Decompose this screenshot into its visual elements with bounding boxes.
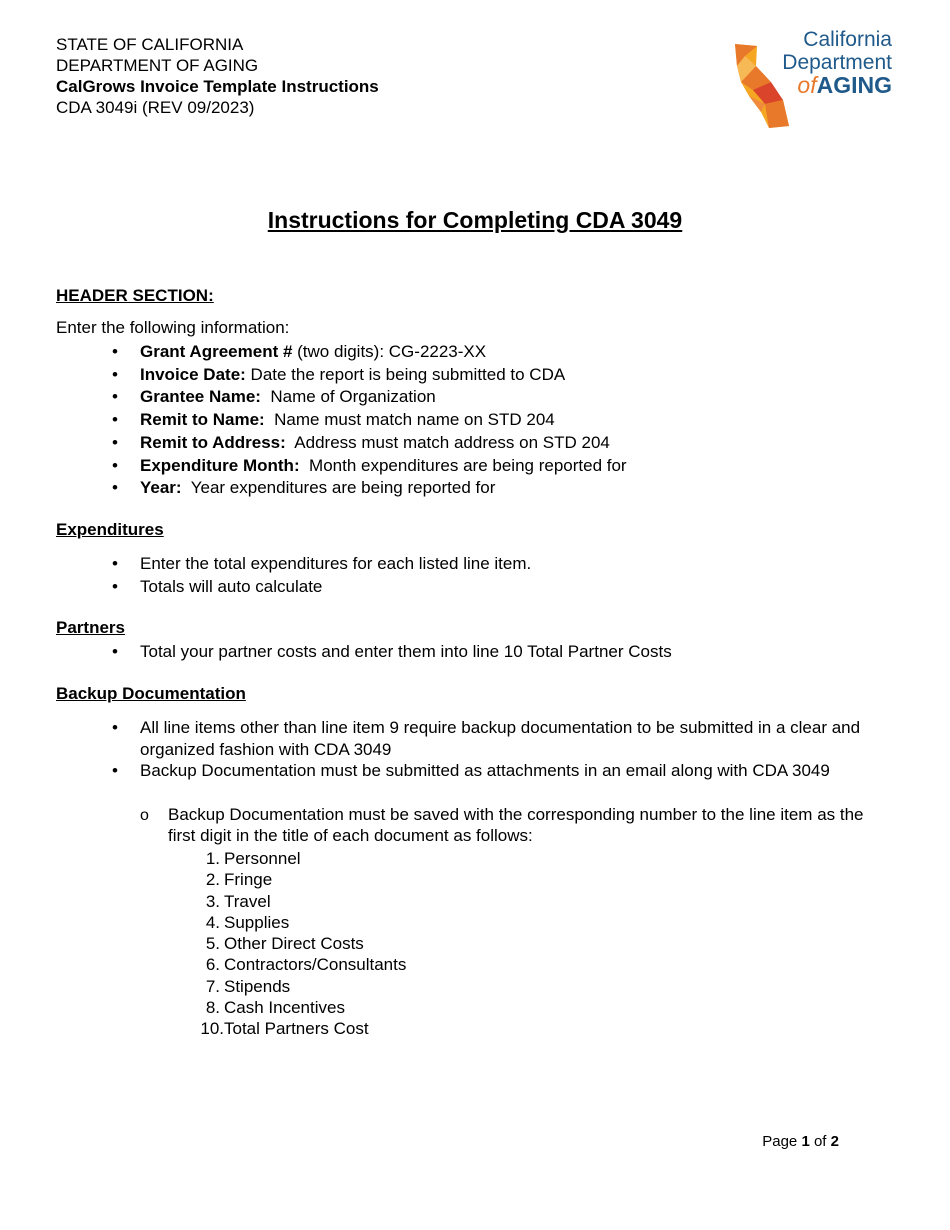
logo-of-aging: [768, 74, 892, 97]
list-item: • Backup Documentation must be submitted as attachments in an email along with CDA 3049: [0, 760, 895, 782]
partners-list: [0, 641, 895, 664]
cda-logo: [731, 28, 901, 130]
line-item-list: [0, 848, 406, 1040]
expenditures-list: [0, 553, 895, 598]
list-item: • Remit to Name: Name must match name on STD 204: [0, 409, 895, 432]
list-item: • Invoice Date: Date the report is being submitted to CDA: [0, 364, 895, 387]
list-item: 2. Fringe: [205, 870, 273, 890]
list-item: 3. Travel: [205, 891, 271, 911]
page-number: Page 1 of 2: [762, 1133, 839, 1150]
list-item: • Remit to Address: Address must match address on STD 204: [0, 432, 895, 455]
logo-aging: AGING: [816, 72, 892, 98]
list-item: 5. Other Direct Costs: [205, 934, 364, 954]
sub-item-text: Backup Documentation must be saved with the corresponding number to the line item as the first digit in the title of each document as follows:: [168, 805, 864, 845]
list-item: 1. Personnel: [205, 849, 301, 868]
header-section-heading: HEADER SECTION:: [56, 286, 214, 305]
list-item: • Year: Year expenditures are being reported for: [0, 477, 895, 500]
list-item: • Grant Agreement # (two digits): CG-2223-XX: [0, 341, 895, 364]
list-item: • Enter the total expenditures for each listed line item.: [0, 553, 895, 576]
logo-of: of: [797, 72, 817, 98]
template-title-line: CalGrows Invoice Template Instructions: [56, 77, 379, 96]
list-item: • All line items other than line item 9 require backup documentation to be submitted in a clear and organized fashion with CDA 3049: [0, 717, 895, 760]
list-item: 7. Stipends: [205, 976, 291, 996]
sub-bullet: o: [140, 807, 149, 824]
form-number-line: CDA 3049i (REV 09/2023): [56, 98, 255, 117]
list-item: 10. Total Partners Cost: [200, 1019, 369, 1039]
document-header: [56, 34, 379, 118]
list-item: • Grantee Name: Name of Organization: [0, 386, 895, 409]
state-line: STATE OF CALIFORNIA: [56, 35, 244, 54]
header-fields-list: [0, 341, 895, 500]
partners-heading: Partners: [56, 618, 125, 637]
list-item: • Total your partner costs and enter them into line 10 Total Partner Costs: [0, 641, 895, 664]
backup-documentation-heading: Backup Documentation: [56, 684, 246, 703]
expenditures-heading: Expenditures: [56, 520, 164, 539]
page-title: Instructions for Completing CDA 3049: [267, 207, 683, 233]
header-section-intro: Enter the following information:: [56, 318, 290, 337]
logo-california: California: [803, 28, 892, 51]
list-item: 4. Supplies: [205, 912, 290, 932]
backup-sub-item: [140, 804, 890, 846]
backup-list: [0, 717, 895, 782]
list-item: • Expenditure Month: Month expenditures are being reported for: [0, 455, 895, 478]
list-item: • Totals will auto calculate: [0, 576, 895, 599]
department-line: DEPARTMENT OF AGING: [56, 56, 259, 75]
logo-department: Department: [782, 51, 892, 74]
logo-wordmark: [768, 28, 892, 97]
list-item: 8. Cash Incentives: [205, 998, 345, 1018]
list-item: 6. Contractors/Consultants: [205, 955, 407, 975]
